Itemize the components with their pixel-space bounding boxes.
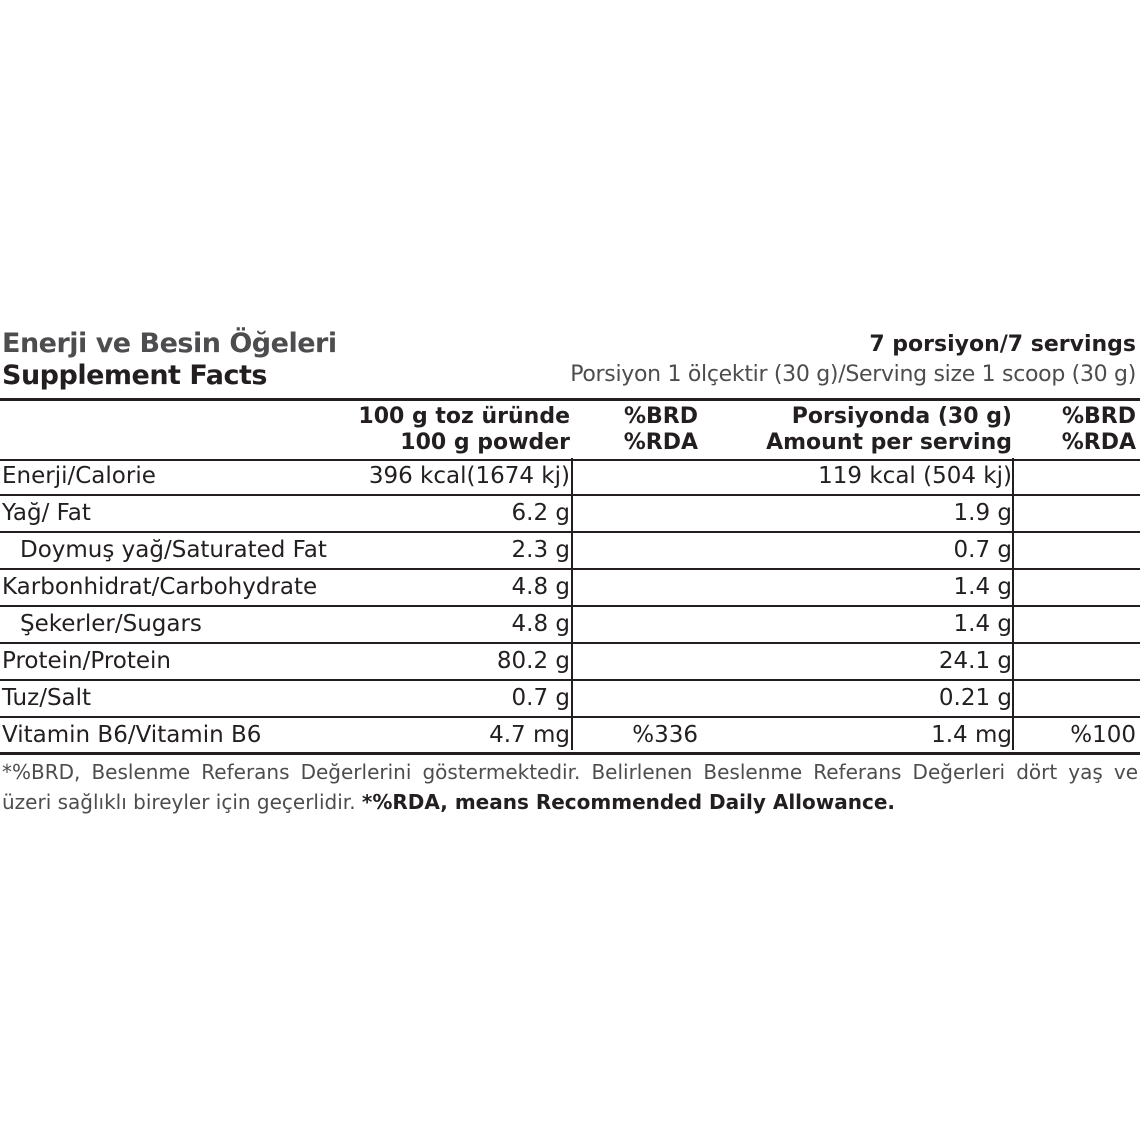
column-header-per100-en: 100 g powder xyxy=(400,430,570,455)
table-row xyxy=(0,607,1140,644)
column-header-serving-tr: Porsiyonda (30 g) xyxy=(791,404,1012,429)
column-header-serving xyxy=(766,404,1012,456)
column-header-rda1-en: %RDA xyxy=(623,430,698,455)
value-per100: 4.8 g xyxy=(511,574,570,600)
label-header xyxy=(0,328,1140,398)
value-per-serving: 1.4 g xyxy=(953,574,1012,600)
footnote xyxy=(2,757,1138,817)
value-per100: 2.3 g xyxy=(511,537,570,563)
value-per-serving: 0.21 g xyxy=(938,685,1012,711)
value-per-serving: 1.4 mg xyxy=(931,722,1012,748)
value-per100: 4.7 mg xyxy=(489,722,570,748)
nutrient-name: Yağ/ Fat xyxy=(2,500,91,526)
value-per100: 0.7 g xyxy=(511,685,570,711)
table-row xyxy=(0,718,1140,755)
footnote-english: *%RDA, means Recommended Daily Allowance. xyxy=(361,790,895,814)
supplement-facts-label xyxy=(0,328,1140,814)
table-row xyxy=(0,570,1140,607)
serving-size: Porsiyon 1 ölçektir (30 g)/Serving size 1 scoop (30 g) xyxy=(570,362,1136,387)
footnote-turkish: *%BRD, Beslenme Referans Değerlerini göstermektedir. Belirlenen Beslenme Referans Değerleri dört yaş ve üzeri sağlıklı bireyler için geçerlidir. xyxy=(2,760,1138,814)
column-header-per100-tr: 100 g toz üründe xyxy=(358,404,570,429)
servings-count: 7 porsiyon/7 servings xyxy=(869,332,1136,357)
nutrient-name: Şekerler/Sugars xyxy=(20,611,202,637)
value-per-serving: 0.7 g xyxy=(953,537,1012,563)
column-header-rda1 xyxy=(624,404,698,456)
table-row xyxy=(0,533,1140,570)
value-per100: 4.8 g xyxy=(511,611,570,637)
table-row xyxy=(0,459,1140,496)
value-per-serving: 1.9 g xyxy=(953,500,1012,526)
rda-per100: %336 xyxy=(632,722,698,748)
nutrient-name: Doymuş yağ/Saturated Fat xyxy=(20,537,327,563)
column-header-serving-en: Amount per serving xyxy=(766,430,1012,455)
value-per-serving: 119 kcal (504 kj) xyxy=(818,463,1012,489)
nutrient-name: Karbonhidrat/Carbohydrate xyxy=(2,574,318,600)
rda-per-serving: %100 xyxy=(1070,722,1136,748)
table-bottom-divider xyxy=(0,752,1140,755)
header-divider xyxy=(0,398,1140,401)
value-per-serving: 24.1 g xyxy=(938,648,1012,674)
column-header-rda2-tr: %BRD xyxy=(1061,404,1136,429)
nutrient-name: Protein/Protein xyxy=(2,648,171,674)
nutrient-name: Tuz/Salt xyxy=(2,685,92,711)
column-header-rda1-tr: %BRD xyxy=(623,404,698,429)
title-turkish: Enerji ve Besin Öğeleri xyxy=(2,328,337,359)
value-per-serving: 1.4 g xyxy=(953,611,1012,637)
column-header-rda2 xyxy=(1062,404,1136,456)
table-row xyxy=(0,644,1140,681)
column-header-rda2-en: %RDA xyxy=(1061,430,1136,455)
value-per100: 80.2 g xyxy=(496,648,570,674)
value-per100: 396 kcal(1674 kj) xyxy=(368,463,570,489)
table-row xyxy=(0,681,1140,718)
nutrient-name: Vitamin B6/Vitamin B6 xyxy=(2,722,262,748)
value-per100: 6.2 g xyxy=(511,500,570,526)
title-english: Supplement Facts xyxy=(2,360,267,391)
nutrient-name: Enerji/Calorie xyxy=(2,463,156,489)
column-header-per100 xyxy=(358,404,570,456)
table-row xyxy=(0,496,1140,533)
